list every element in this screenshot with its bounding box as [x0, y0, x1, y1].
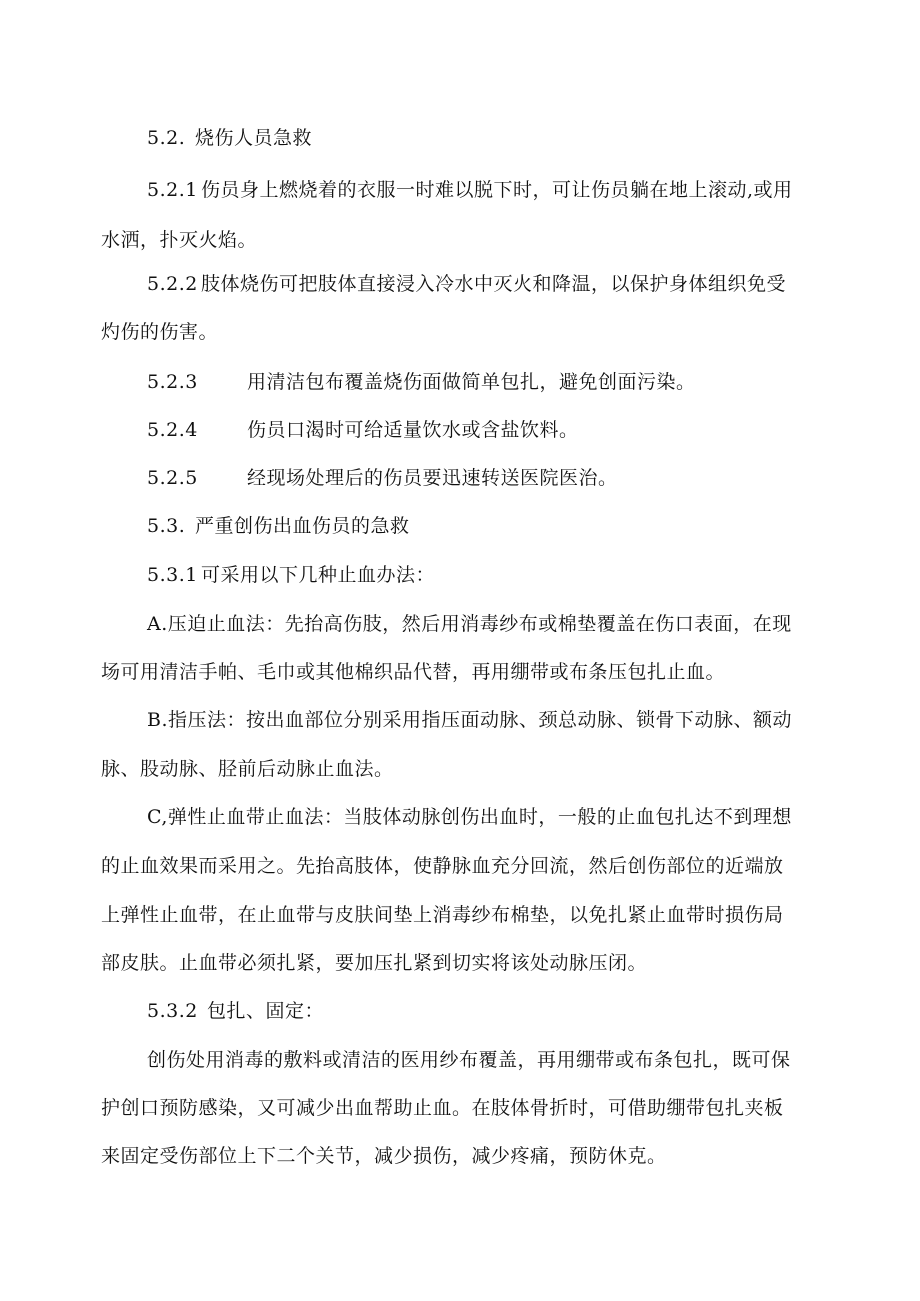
para-5-2-1-line2: 水洒，扑灭火焰。: [101, 229, 258, 251]
para-5-2-2-line2: 灼伤的伤害。: [101, 321, 219, 343]
heading-5-2: [147, 126, 312, 150]
section-number: 5.3.2: [147, 1000, 198, 1022]
para-5-2-1-line1: [147, 178, 793, 202]
method-c-line1: C,弹性止血带止血法：当肢体动脉创伤出血时，一般的止血包扎达不到理想: [147, 806, 792, 828]
section-number: 5.2.: [147, 127, 186, 149]
section-number: 5.2.1: [147, 179, 198, 201]
section-number: 5.2.3: [147, 371, 198, 393]
para-5-3-2: [147, 999, 324, 1023]
method-a-line2: 场可用清洁手帕、毛巾或其他棉织品代替，再用绷带或布条压包扎止血。: [101, 661, 726, 683]
method-b-line2: 脉、股动脉、胫前后动脉止血法。: [101, 758, 394, 780]
bandage-line2: 护创口预防感染，又可减少出血帮助止血。在肢体骨折时，可借助绷带包扎夹板: [101, 1097, 784, 1119]
section-title: 严重创伤出血伤员的急救: [195, 515, 410, 537]
para-5-3-1: [147, 563, 435, 587]
paragraph-text: 包扎、固定：: [207, 1000, 325, 1022]
paragraph-text: 可采用以下几种止血办法：: [201, 564, 436, 586]
paragraph-text: 伤员口渴时可给适量饮水或含盐饮料。: [247, 419, 579, 441]
method-b-line1: B.指压法：按出血部位分别采用指压面动脉、颈总动脉、锁骨下动脉、额动: [147, 709, 793, 731]
para-5-2-4: [147, 418, 579, 442]
method-c-line4: 部皮肤。止血带必须扎紧，要加压扎紧到切实将该处动脉压闭。: [101, 952, 648, 974]
paragraph-text: 伤员身上燃烧着的衣服一时难以脱下时，可让伤员躺在地上滚动,或用: [201, 179, 793, 201]
paragraph-text: 经现场处理后的伤员要迅速转送医院医治。: [247, 467, 618, 489]
method-c-line3: 上弹性止血带，在止血带与皮肤间垫上消毒纱布棉垫，以免扎紧止血带时损伤局: [101, 904, 784, 926]
method-a-line1: A.压迫止血法：先抬高伤肢，然后用消毒纱布或棉垫覆盖在伤口表面，在现: [147, 613, 792, 635]
para-5-2-5: [147, 466, 618, 490]
paragraph-text: 肢体烧伤可把肢体直接浸入冷水中灭火和降温，以保护身体组织免受: [201, 273, 787, 295]
section-number: 5.2.5: [147, 467, 198, 489]
section-number: 5.3.: [147, 515, 186, 537]
section-title: 烧伤人员急救: [195, 127, 313, 149]
section-number: 5.2.2: [147, 273, 198, 295]
para-5-2-3: [147, 370, 696, 394]
bandage-line1: 创伤处用消毒的敷料或清洁的医用纱布覆盖，再用绷带或布条包扎，既可保: [147, 1049, 791, 1071]
bandage-line3: 来固定受伤部位上下二个关节，减少损伤，减少疼痛，预防休克。: [101, 1145, 667, 1167]
paragraph-text: 用清洁包布覆盖烧伤面做简单包扎，避免创面污染。: [247, 371, 696, 393]
section-number: 5.3.1: [147, 564, 198, 586]
heading-5-3: [147, 514, 410, 538]
para-5-2-2-line1: [147, 272, 786, 296]
section-number: 5.2.4: [147, 419, 198, 441]
method-c-line2: 的止血效果而采用之。先抬高肢体，使静脉血充分回流，然后创伤部位的近端放: [101, 855, 784, 877]
